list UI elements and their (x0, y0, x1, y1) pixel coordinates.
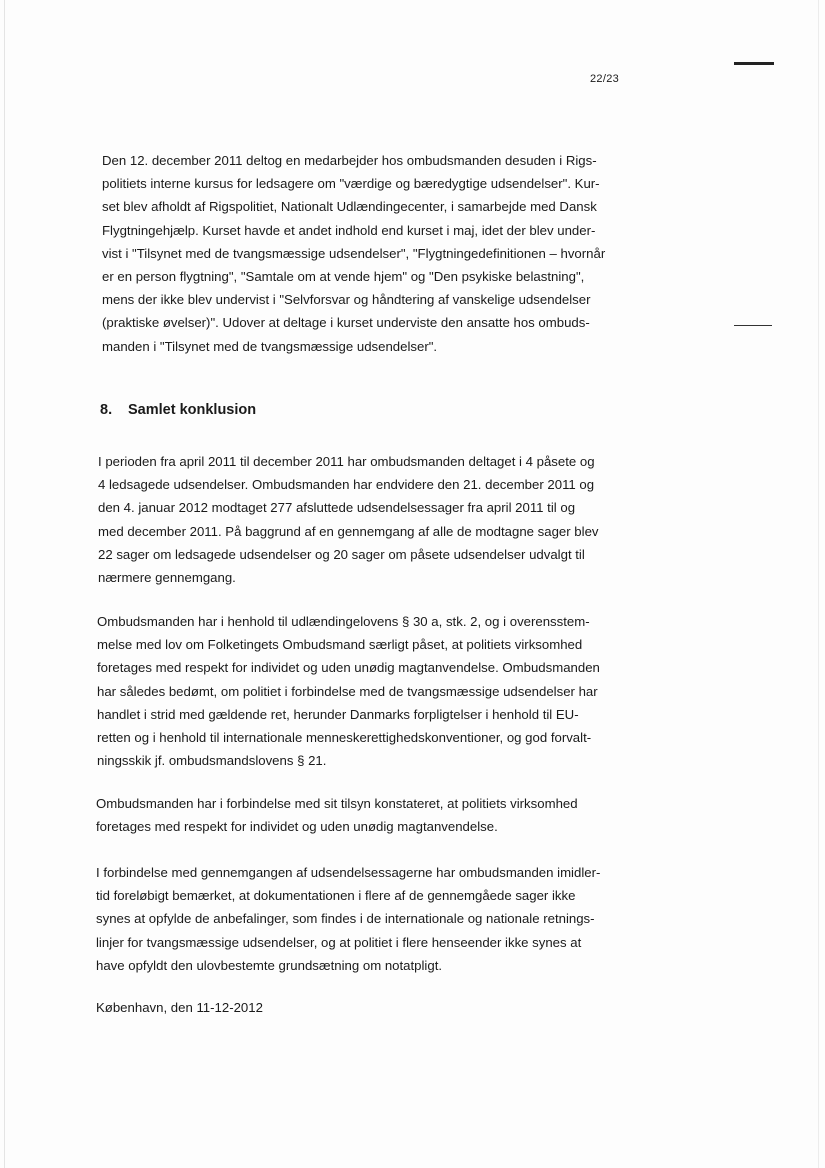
margin-mark-middle (734, 325, 772, 326)
text-line: med december 2011. På baggrund af en gennemgang af alle de modtagne sager blev (98, 523, 599, 539)
text-line: foretages med respekt for individet og uden unødig magtanvendelse. Ombudsmanden (97, 660, 600, 676)
scan-edge-left (4, 0, 5, 1168)
text-line: handlet i strid med gældende ret, herunder Danmarks forpligtelser i henhold til EU- (97, 706, 579, 722)
paragraph-conclusion (96, 792, 606, 838)
margin-mark-top (734, 62, 774, 65)
text-line: politiets interne kursus for ledsagere om "værdige og bæredygtige udsendelser". Kur- (102, 176, 600, 192)
section-heading (100, 402, 256, 418)
scan-edge-right (818, 0, 819, 1168)
text-line: ningsskik jf. ombudsmandslovens § 21. (97, 753, 327, 769)
text-line: tid foreløbigt bemærket, at dokumentationen i flere af de gennemgåede sager ikke (96, 888, 576, 904)
text-line: Ombudsmanden har i henhold til udlændingelovens § 30 a, stk. 2, og i overensstem- (97, 614, 590, 629)
text-line: manden i "Tilsynet med de tvangsmæssige udsendelser". (102, 338, 438, 354)
text-line: set blev afholdt af Rigspolitiet, Nationalt Udlændingecenter, i samarbejde med Dansk (102, 199, 597, 215)
text-line: foretages med respekt for individet og uden unødig magtanvendelse. (96, 819, 498, 835)
text-line: har således bedømt, om politiet i forbindelse med de tvangsmæssige udsendelser har (97, 683, 598, 699)
text-line: linjer for tvangsmæssige udsendelser, og at politiet i flere henseender ikke synes at (96, 934, 582, 950)
section-title: Samlet konklusion (128, 402, 257, 418)
text-line: I perioden fra april 2011 til december 2011 har ombudsmanden deltaget i 4 påsete og (98, 454, 595, 469)
text-line: have opfyldt den ulovbestemte grundsætning om notatpligt. (96, 957, 443, 973)
text-line: Flygtningehjælp. Kurset havde et andet indhold end kurset i maj, idet der blev under- (102, 222, 596, 238)
text-line: vist i "Tilsynet med de tvangsmæssige udsendelser", "Flygtningedefinitionen – hvornår (102, 245, 606, 261)
text-line: er en person flygtning", "Samtale om at vende hjem" og "Den psykiske belastning", (102, 269, 585, 285)
text-line: Den 12. december 2011 deltog en medarbejder hos ombudsmanden desuden i Rigs- (102, 153, 597, 168)
text-line: synes at opfylde de anbefalinger, som findes i de internationale og nationale retnings- (96, 911, 595, 927)
text-line: I forbindelse med gennemgangen af udsendelsessagerne har ombudsmanden imidler- (96, 865, 601, 880)
section-number: 8. (100, 402, 113, 418)
text-line: mens der ikke blev undervist i "Selvforsvar og håndtering af vanskelige udsendelser (102, 292, 591, 308)
text-line: retten og i henhold til internationale menneskerettighedskonventioner, og god forvalt- (97, 730, 592, 746)
text-line: 22 sager om ledsagede udsendelser og 20 sager om påsete udsendelser udvalgt til (98, 546, 585, 562)
paragraph-legal-basis (97, 610, 607, 772)
text-line: nærmere gennemgang. (98, 570, 236, 586)
text-line: Ombudsmanden har i forbindelse med sit tilsyn konstateret, at politiets virksomhed (96, 796, 578, 811)
text-line: 4 ledsagede udsendelser. Ombudsmanden har endvidere den 21. december 2011 og (98, 477, 595, 493)
page-number: 22/23 (590, 73, 620, 85)
paragraph-documentation-remarks (96, 861, 606, 977)
text-line: den 4. januar 2012 modtaget 277 afsluttede udsendelsessager fra april 2011 til og (98, 500, 576, 516)
signoff-date: København, den 11-12-2012 (96, 1000, 263, 1015)
text-line: (praktiske øvelser)". Udover at deltage i kurset underviste den ansatte hos ombuds- (102, 315, 590, 331)
paragraph-course-info (102, 149, 612, 358)
text-line: melse med lov om Folketingets Ombudsmand særligt påset, at politiets virksomhed (97, 637, 583, 653)
paragraph-period-summary (98, 450, 608, 589)
